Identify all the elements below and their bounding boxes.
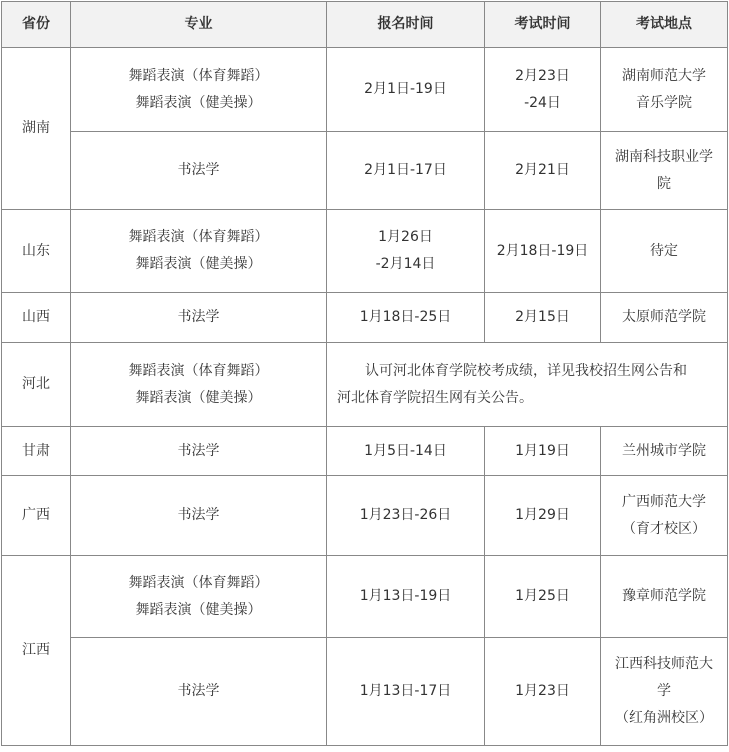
major-line: 舞蹈表演（体育舞蹈）: [128, 67, 269, 84]
exam-time-line: 2月23日: [515, 67, 570, 84]
exam-time-cell: [485, 556, 601, 638]
header-province: 省份: [2, 2, 71, 48]
notice-line: 认可河北体育学院校考成绩，详见我校招生网公告和: [365, 362, 687, 379]
exam-place-line: （红角洲校区）: [615, 710, 713, 726]
exam-time-line: 2月15日: [515, 309, 570, 325]
province-cell: 湖南: [2, 48, 71, 210]
major-line: 书法学: [177, 683, 220, 699]
major-cell: [71, 132, 327, 210]
registration-cell: [327, 427, 485, 476]
header-registration-time: 报名时间: [327, 2, 485, 48]
registration-line: 1月13日-17日: [359, 683, 452, 699]
exam-time-line: 2月18日-19日: [496, 242, 589, 259]
registration-line: 1月23日-26日: [359, 507, 452, 523]
major-line: 书法学: [177, 442, 220, 459]
table-row: [2, 293, 728, 343]
major-line: 书法学: [177, 309, 220, 325]
exam-time-cell: [485, 48, 601, 132]
major-line: 舞蹈表演（体育舞蹈）: [128, 229, 269, 245]
exam-place-line: 音乐学院: [636, 94, 692, 111]
exam-place-line: 江西科技师范大: [615, 656, 713, 672]
registration-line: 1月18日-25日: [359, 309, 452, 325]
major-cell: [71, 476, 327, 556]
major-line: 舞蹈表演（健美操）: [135, 256, 262, 272]
exam-place-line: 湖南师范大学: [622, 67, 706, 84]
header-exam-time: 考试时间: [485, 2, 601, 48]
exam-place-line: 兰州城市学院: [622, 442, 706, 459]
exam-time-cell: [485, 427, 601, 476]
province-cell: 广西: [2, 476, 71, 556]
table-row: [2, 132, 728, 210]
exam-time-cell: [485, 132, 601, 210]
province-cell: 甘肃: [2, 427, 71, 476]
exam-place-line: （育才校区）: [622, 520, 706, 537]
exam-time-cell: [485, 210, 601, 293]
registration-line: 1月13日-19日: [359, 588, 452, 604]
major-cell: [71, 48, 327, 132]
exam-place-line: 湖南科技职业学: [615, 148, 713, 165]
exam-time-cell: [485, 476, 601, 556]
major-cell: [71, 638, 327, 746]
exam-time-line: 1月19日: [515, 442, 570, 459]
province-cell: 山东: [2, 210, 71, 293]
table-row: [2, 427, 728, 476]
exam-time-cell: [485, 293, 601, 343]
exam-time-line: 1月25日: [515, 588, 570, 604]
registration-cell: [327, 132, 485, 210]
registration-line: -2月14日: [375, 256, 436, 272]
registration-cell: [327, 48, 485, 132]
major-line: 书法学: [177, 507, 220, 523]
table-row: [2, 476, 728, 556]
exam-time-line: -24日: [524, 94, 561, 111]
province-cell: 河北: [2, 343, 71, 427]
exam-place-line: 院: [657, 175, 671, 192]
province-cell: 山西: [2, 293, 71, 343]
major-cell: [71, 427, 327, 476]
exam-place-cell: [601, 476, 728, 556]
exam-place-cell: [601, 293, 728, 343]
exam-time-line: 1月29日: [515, 507, 570, 523]
notice-line: 河北体育学院招生网有关公告。: [337, 389, 533, 406]
major-cell: [71, 556, 327, 638]
major-line: 书法学: [177, 162, 220, 178]
registration-line: 2月1日-19日: [364, 81, 447, 97]
exam-place-cell: [601, 132, 728, 210]
exam-place-line: 待定: [650, 242, 678, 259]
exam-place-line: 豫章师范学院: [622, 588, 706, 604]
major-line: 舞蹈表演（体育舞蹈）: [128, 362, 269, 379]
registration-cell: [327, 210, 485, 293]
registration-cell: [327, 476, 485, 556]
table-row: [2, 556, 728, 638]
table-row: [2, 638, 728, 746]
major-line: 舞蹈表演（健美操）: [135, 94, 262, 111]
registration-line: 1月26日: [378, 229, 433, 245]
exam-time-line: 1月23日: [515, 683, 570, 699]
exam-time-cell: [485, 638, 601, 746]
major-cell: [71, 343, 327, 427]
exam-place-cell: [601, 210, 728, 293]
major-line: 舞蹈表演（体育舞蹈）: [128, 574, 269, 591]
major-cell: [71, 210, 327, 293]
table-header-row: [2, 2, 728, 48]
exam-place-line: 学: [657, 683, 671, 699]
header-exam-place: 考试地点: [601, 2, 728, 48]
table-row: [2, 48, 728, 132]
exam-place-line: 广西师范大学: [622, 493, 706, 510]
exam-place-cell: [601, 556, 728, 638]
exam-place-cell: [601, 48, 728, 132]
table-row: [2, 210, 728, 293]
registration-cell: [327, 638, 485, 746]
exam-time-line: 2月21日: [515, 162, 570, 178]
major-cell: [71, 293, 327, 343]
major-line: 舞蹈表演（健美操）: [135, 601, 262, 618]
major-line: 舞蹈表演（健美操）: [135, 389, 262, 406]
exam-schedule-table: [1, 1, 728, 746]
registration-cell: [327, 293, 485, 343]
registration-cell: [327, 556, 485, 638]
exam-place-cell: [601, 638, 728, 746]
notice-cell: [327, 343, 728, 427]
exam-place-line: 太原师范学院: [622, 309, 706, 325]
header-major: 专业: [71, 2, 327, 48]
registration-line: 2月1日-17日: [364, 162, 447, 178]
exam-place-cell: [601, 427, 728, 476]
table-row: [2, 343, 728, 427]
province-cell: 江西: [2, 556, 71, 746]
registration-line: 1月5日-14日: [364, 442, 447, 459]
